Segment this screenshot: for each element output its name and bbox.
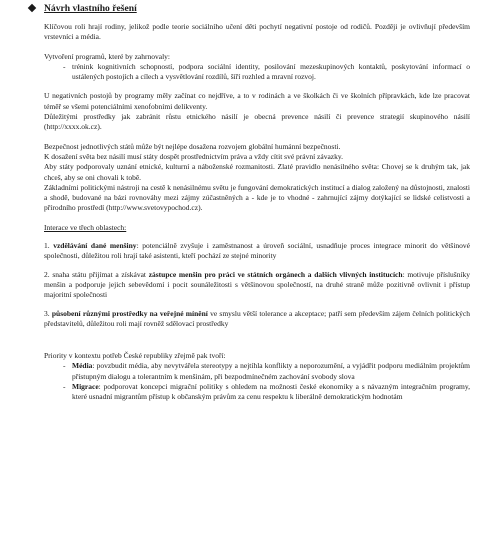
programs-lead: Vytvoření programů, které by zahrnovaly: — [44, 51, 171, 61]
negative-paragraph: U negativních postojů by programy měly začínat co nejdříve, a to v rodinách a ve školkách či ve školních přípravkách, kde lze pracovat téměř se všemi potenciálními xenofobními delikventy. — [44, 91, 470, 111]
interaction-title: Interace ve třech oblastech: — [44, 222, 127, 232]
programs-list — [30, 62, 470, 83]
diamond-bullet-icon — [28, 4, 36, 12]
interaction-point-1: 1. vzdělávání dané menšiny: potenciálně zvyšuje i zaměstnanost a úroveň sociální, usnadňuje proces integrace minorit do většinové společnosti, důležitou roli hrají také asistenti, kteří pochází ze stejné minority — [44, 241, 470, 261]
list-item: - Média: povzbudit média, aby nevytvářela stereotypy a nejtíhla konflikty a neporozumění, a vyjádřit podporu mediálním projektům přístupným dialogu a tolerantním k menšinám, při bezpodmínečném zachování svobody slova — [63, 361, 470, 381]
interaction-point-2: 2. snaha státu přijímat a získávat zástupce menšin pro práci ve státních orgánech a dalších vlivných institucích: motivuje příslušníky menšin a podporuje jejich sebevědomí i pocit sounáležitosti s většinovou společností, na druhé straně může pozitivně ovlivnit i přístup majoritní společnosti — [44, 269, 471, 300]
security-paragraph-1: Bezpečnost jednotlivých států může být nejlépe dosažena rozvojem globální humánní bezpečnosti. — [44, 141, 341, 151]
dash-bullet-icon: - — [63, 361, 66, 371]
section-heading — [30, 3, 470, 15]
tools-paragraph: Důležitými prostředky jak zabránit růstu etnického násilí je obecná prevence násilí či prevence strategií skupinového násilí (http://xxxx.ok.cz). — [44, 112, 470, 132]
list-item: - trénink kognitivních schopností, podpora sociální identity, posilování mezeskupinových kontaktů, poskytování informací o ustálených postojích a cílech a vysvětlování rozdílů, šíří rozhled a mravní rozvoj. — [63, 61, 470, 82]
security-paragraph-3: Aby státy podporovaly uznání etnické, kulturní a náboženské rozmanitosti. Zlaté pravidlo nenásilného světa: Chovej se k druhým tak, jak chceš, aby se oni chovali k tobě. — [44, 162, 470, 182]
list-item: - Migrace: podporovat koncepci migrační politiky s ohledem na možnosti české ekonomiky a s návazným integračním programy, které usnadní migrantům přístup k občanským právům za cenu respektu k liberálně demokratickým hodnotám — [63, 382, 470, 402]
priority-lead: Priority v kontextu potřeb České republiky zřejmě pak tvoří: — [44, 351, 226, 361]
heading-text: Návrh vlastního řešení — [44, 3, 137, 14]
priority-list — [30, 361, 470, 402]
interaction-point-3: 3. působení různými prostředky na veřejné mínění ve smyslu větší tolerance a akceptace; patří sem především zájem čelních politických představitelů, důležitou roli mají rovněž sdělovací prostředky — [44, 308, 470, 328]
dash-bullet-icon: - — [63, 61, 66, 71]
security-paragraph-4: Základními politickými nástroji na cestě k nenásilnému světu je fungování demokratických institucí a dialog založený na důstojnosti, znalosti a shodě, budované na bázi rovnováhy mezi zájmy zúčastněných a - kde je to vhodné - zahrnující zájmy dotýkající se lidské celistvosti a přírodního prostředí (http://www.svetovypochod.cz). — [44, 182, 470, 213]
security-paragraph-2: K dosažení světa bez násilí musí státy dospět prostřednictvím práva a vždy cítit své právní závazky. — [44, 151, 344, 161]
dash-bullet-icon: - — [63, 382, 66, 392]
intro-paragraph: Klíčovou roli hrají rodiny, jelikož podle teorie sociálního učení děti pochytí negativní postoje od rodičů. Později je ovlivňují především vrstevníci a média. — [44, 22, 470, 42]
